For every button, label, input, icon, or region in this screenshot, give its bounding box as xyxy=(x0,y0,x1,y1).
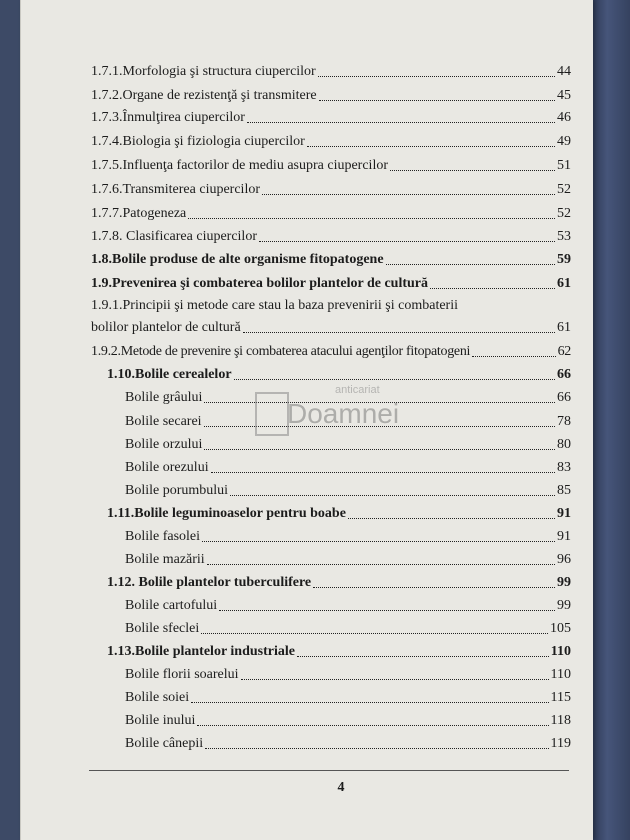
toc-entry-page: 96 xyxy=(557,552,571,567)
toc-entry-title: 1.12. Bolile plantelor tuberculifere xyxy=(107,575,312,590)
toc-entry-title: 1.9.2.Metode de prevenire şi combaterea atacului agenţilor fitopatogeni xyxy=(91,344,471,359)
toc-entry-title: Bolile secarei xyxy=(125,414,202,429)
toc-entry-page: 110 xyxy=(550,644,571,659)
toc-entry-title: Bolile inului xyxy=(125,713,196,728)
leader-dots xyxy=(259,241,555,242)
leader-dots xyxy=(241,679,549,680)
toc-entry-title: 1.8.Bolile produse de alte organisme fitopatogene xyxy=(91,252,384,267)
footer-rule xyxy=(89,770,569,771)
toc-entry-title: 1.7.6.Transmiterea ciupercilor xyxy=(91,182,260,197)
leader-dots xyxy=(211,472,555,473)
toc-section-entry xyxy=(107,644,571,660)
toc-entry xyxy=(91,64,571,80)
toc-entry-title: 1.7.3.Înmulţirea ciupercilor xyxy=(91,110,245,125)
toc-entry-page: 78 xyxy=(557,414,571,429)
toc-entry-page: 105 xyxy=(550,621,571,636)
toc-entry-title: Bolile cânepii xyxy=(125,736,204,751)
toc-entry-title: Bolile cartofului xyxy=(125,598,218,613)
toc-entry-page: 46 xyxy=(557,110,571,125)
book-page xyxy=(20,0,593,840)
toc-entry-page: 83 xyxy=(557,460,571,475)
toc-subentry xyxy=(125,598,571,614)
toc-subentry xyxy=(125,736,571,752)
toc-section-entry xyxy=(91,276,571,292)
toc-entry-title: Bolile grâului xyxy=(125,390,203,405)
toc-subentry xyxy=(125,690,571,706)
toc-entry-title: 1.7.1.Morfologia şi structura ciupercilor xyxy=(91,64,316,79)
toc-entry-page: 61 xyxy=(557,276,571,291)
leader-dots xyxy=(202,541,555,542)
leader-dots xyxy=(205,748,548,749)
toc-entry-page: 115 xyxy=(550,690,571,705)
leader-dots xyxy=(386,264,555,265)
toc-entry-title: 1.13.Bolile plantelor industriale xyxy=(107,644,295,659)
toc-entry-title: 1.7.5.Influenţa factorilor de mediu asupra ciupercilor xyxy=(91,158,388,173)
toc-entry-title: Bolile florii soarelui xyxy=(125,667,239,682)
toc-entry-page: 61 xyxy=(557,320,571,335)
toc-entry-page: 66 xyxy=(557,390,571,405)
watermark-big-text: Doamnei xyxy=(287,398,400,429)
toc-entry-title: 1.11.Bolile leguminoaselor pentru boabe xyxy=(107,506,346,521)
toc-entry-page: 62 xyxy=(557,344,571,359)
leader-dots xyxy=(262,194,555,195)
toc-entry-page: 85 xyxy=(557,483,571,498)
leader-dots xyxy=(390,170,555,171)
toc-entry-page: 53 xyxy=(557,229,571,244)
toc-entry-title: 1.7.7.Patogeneza xyxy=(91,206,187,221)
toc-entry-title: Bolile mazării xyxy=(125,552,205,567)
toc-entry-title: bolilor plantelor de cultură xyxy=(91,320,241,335)
toc-entry-title: 1.9.Prevenirea şi combaterea bolilor plantelor de cultură xyxy=(91,276,428,291)
toc-section-entry xyxy=(107,506,571,522)
leader-dots xyxy=(197,725,548,726)
toc-entry-page: 91 xyxy=(557,506,571,521)
leader-dots xyxy=(348,518,555,519)
leader-dots xyxy=(188,218,555,219)
book-stack-icon xyxy=(255,392,289,436)
toc-entry-page: 119 xyxy=(550,736,571,751)
toc-entry-title: Bolile soiei xyxy=(125,690,190,705)
toc-entry-page: 45 xyxy=(557,88,571,103)
toc-entry-page: 52 xyxy=(557,206,571,221)
toc-subentry xyxy=(125,483,571,499)
toc-subentry xyxy=(125,552,571,568)
leader-dots xyxy=(297,656,549,657)
toc-entry xyxy=(91,110,571,126)
toc-entry-title: 1.10.Bolile cerealelor xyxy=(107,367,232,382)
leader-dots xyxy=(207,564,555,565)
toc-entry xyxy=(91,88,571,104)
book-cover-edge xyxy=(592,0,630,840)
toc-entry-page: 44 xyxy=(557,64,571,79)
leader-dots xyxy=(201,633,548,634)
toc-entry-first-line: 1.9.1.Principii şi metode care stau la baza prevenirii şi combaterii xyxy=(91,298,458,313)
toc-entry xyxy=(91,134,571,150)
leader-dots xyxy=(318,76,555,77)
toc-entry-title: 1.7.2.Organe de rezistenţă şi transmitere xyxy=(91,88,317,103)
toc-section-entry xyxy=(91,252,571,268)
leader-dots xyxy=(191,702,548,703)
toc-entry-page: 99 xyxy=(557,575,571,590)
toc-section-entry xyxy=(107,575,571,591)
toc-entry-title: Bolile orzului xyxy=(125,437,203,452)
toc-entry xyxy=(91,158,571,174)
toc-subentry xyxy=(125,713,571,729)
leader-dots xyxy=(319,100,555,101)
toc-subentry xyxy=(125,667,571,683)
toc-entry-title: 1.7.4.Biologia şi fiziologia ciupercilor xyxy=(91,134,305,149)
toc-entry-title: 1.7.8. Clasificarea ciupercilor xyxy=(91,229,257,244)
leader-dots xyxy=(307,146,555,147)
toc-entry xyxy=(91,206,571,222)
toc-entry xyxy=(91,344,571,360)
toc-entry-page: 52 xyxy=(557,182,571,197)
leader-dots xyxy=(219,610,555,611)
toc-entry-page: 66 xyxy=(557,367,571,382)
leader-dots xyxy=(313,587,555,588)
leader-dots xyxy=(230,495,555,496)
toc-entry-page: 99 xyxy=(557,598,571,613)
toc-entry xyxy=(91,229,571,245)
toc-entry xyxy=(91,182,571,198)
toc-subentry xyxy=(125,621,571,637)
leader-dots xyxy=(472,356,555,357)
toc-entry-page: 51 xyxy=(557,158,571,173)
toc-entry-page: 110 xyxy=(550,667,571,682)
watermark-logo xyxy=(249,380,399,460)
toc-entry-page: 91 xyxy=(557,529,571,544)
leader-dots xyxy=(243,332,555,333)
toc-subentry xyxy=(125,460,571,476)
toc-subentry xyxy=(125,529,571,545)
toc-entry xyxy=(91,320,571,336)
toc-entry-page: 59 xyxy=(557,252,571,267)
toc-entry-page: 49 xyxy=(557,134,571,149)
leader-dots xyxy=(430,288,555,289)
toc-entry-title: Bolile orezului xyxy=(125,460,209,475)
toc-entry-page: 118 xyxy=(550,713,571,728)
toc-entry-title: Bolile fasolei xyxy=(125,529,201,544)
toc-entry-title: Bolile sfeclei xyxy=(125,621,200,636)
watermark-small-text: anticariat xyxy=(335,384,380,396)
leader-dots xyxy=(247,122,555,123)
toc-entry-page: 80 xyxy=(557,437,571,452)
toc-entry-title: Bolile porumbului xyxy=(125,483,229,498)
page-number: 4 xyxy=(337,780,345,795)
